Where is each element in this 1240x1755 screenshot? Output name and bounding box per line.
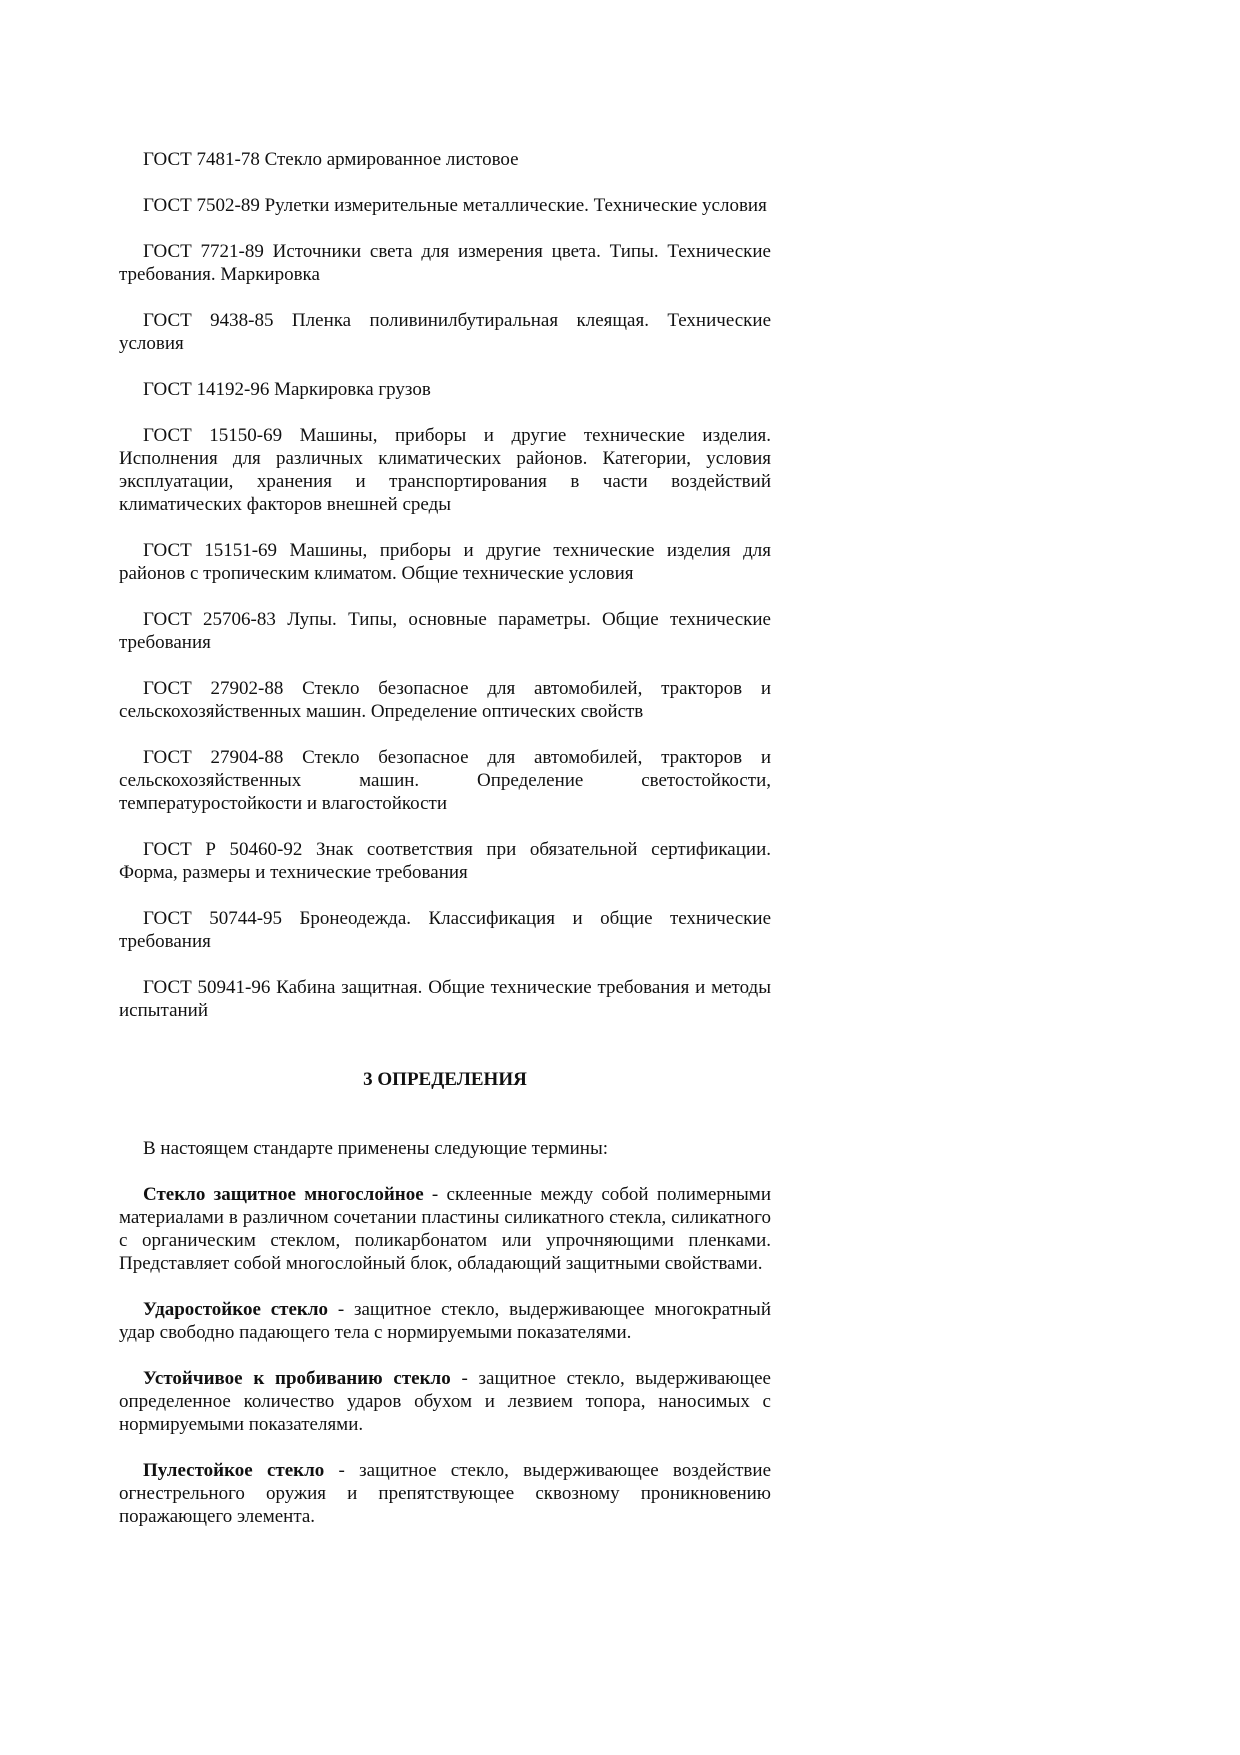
reference-item: ГОСТ 7481-78 Стекло армированное листовое xyxy=(143,149,519,170)
section-intro: В настоящем стандарте применены следующие термины: xyxy=(143,1138,608,1159)
section-heading: 3 ОПРЕДЕЛЕНИЯ xyxy=(363,1069,527,1090)
reference-item: ГОСТ 50941-96 Кабина защитная. Общие технические требования и методы испытаний xyxy=(119,977,771,1021)
definition-item xyxy=(119,1459,771,1528)
reference-item: ГОСТ 15151-69 Машины, приборы и другие технические изделия для районов с тропическим климатом. Общие технические условия xyxy=(119,540,771,584)
definition-term: Пулестойкое стекло xyxy=(143,1460,325,1481)
reference-item: ГОСТ 25706-83 Лупы. Типы, основные параметры. Общие технические требования xyxy=(119,609,771,653)
definition-text: - защитное стекло, выдерживающее воздействие огнестрельного оружия и препятствующее сквозному проникновению поражающего элемента. xyxy=(119,1460,772,1527)
definition-term: Устойчивое к пробиванию стекло xyxy=(143,1368,451,1389)
document-page xyxy=(119,148,771,1551)
definition-text: - защитное стекло, выдерживающее многократный удар свободно падающего тела с нормируемыми показателями. xyxy=(119,1299,771,1343)
reference-item: ГОСТ 50744-95 Бронеодежда. Классификация и общие технические требования xyxy=(119,908,771,952)
definition-text: - защитное стекло, выдерживающее определенное количество ударов обухом и лезвием топора, наносимых с нормируемыми показателями. xyxy=(119,1368,771,1435)
definition-text: - склеенные между собой полимерными материалами в различном сочетании пластины силикатного стекла, силикатного с органическим стеклом, поликарбонатом или упрочняющими пленками. Представляет собой многослойный блок, обладающий защитными свойствами. xyxy=(119,1184,771,1274)
reference-item: ГОСТ 7502-89 Рулетки измерительные металлические. Технические условия xyxy=(143,195,767,216)
reference-item: ГОСТ 14192-96 Маркировка грузов xyxy=(143,379,431,400)
reference-item: ГОСТ Р 50460-92 Знак соответствия при обязательной сертификации. Форма, размеры и технические требования xyxy=(119,839,771,883)
reference-item: ГОСТ 7721-89 Источники света для измерения цвета. Типы. Технические требования. Маркировка xyxy=(119,241,771,285)
definition-item xyxy=(119,1183,771,1275)
definition-item xyxy=(119,1298,771,1344)
definition-term: Стекло защитное многослойное xyxy=(143,1184,424,1205)
reference-item: ГОСТ 15150-69 Машины, приборы и другие технические изделия. Исполнения для различных климатических районов. Категории, условия эксплуатации, хранения и транспортирования в части воздействий климатических факторов внешней среды xyxy=(119,425,771,515)
reference-item: ГОСТ 9438-85 Пленка поливинилбутиральная клеящая. Технические условия xyxy=(119,310,771,354)
definition-item xyxy=(119,1367,771,1436)
reference-item: ГОСТ 27904-88 Стекло безопасное для автомобилей, тракторов и сельскохозяйственных машин. Определение светостойкости, температуростойкости и влагостойкости xyxy=(119,747,771,814)
reference-item: ГОСТ 27902-88 Стекло безопасное для автомобилей, тракторов и сельскохозяйственных машин. Определение оптических свойств xyxy=(119,678,771,722)
definition-term: Ударостойкое стекло xyxy=(143,1299,329,1320)
